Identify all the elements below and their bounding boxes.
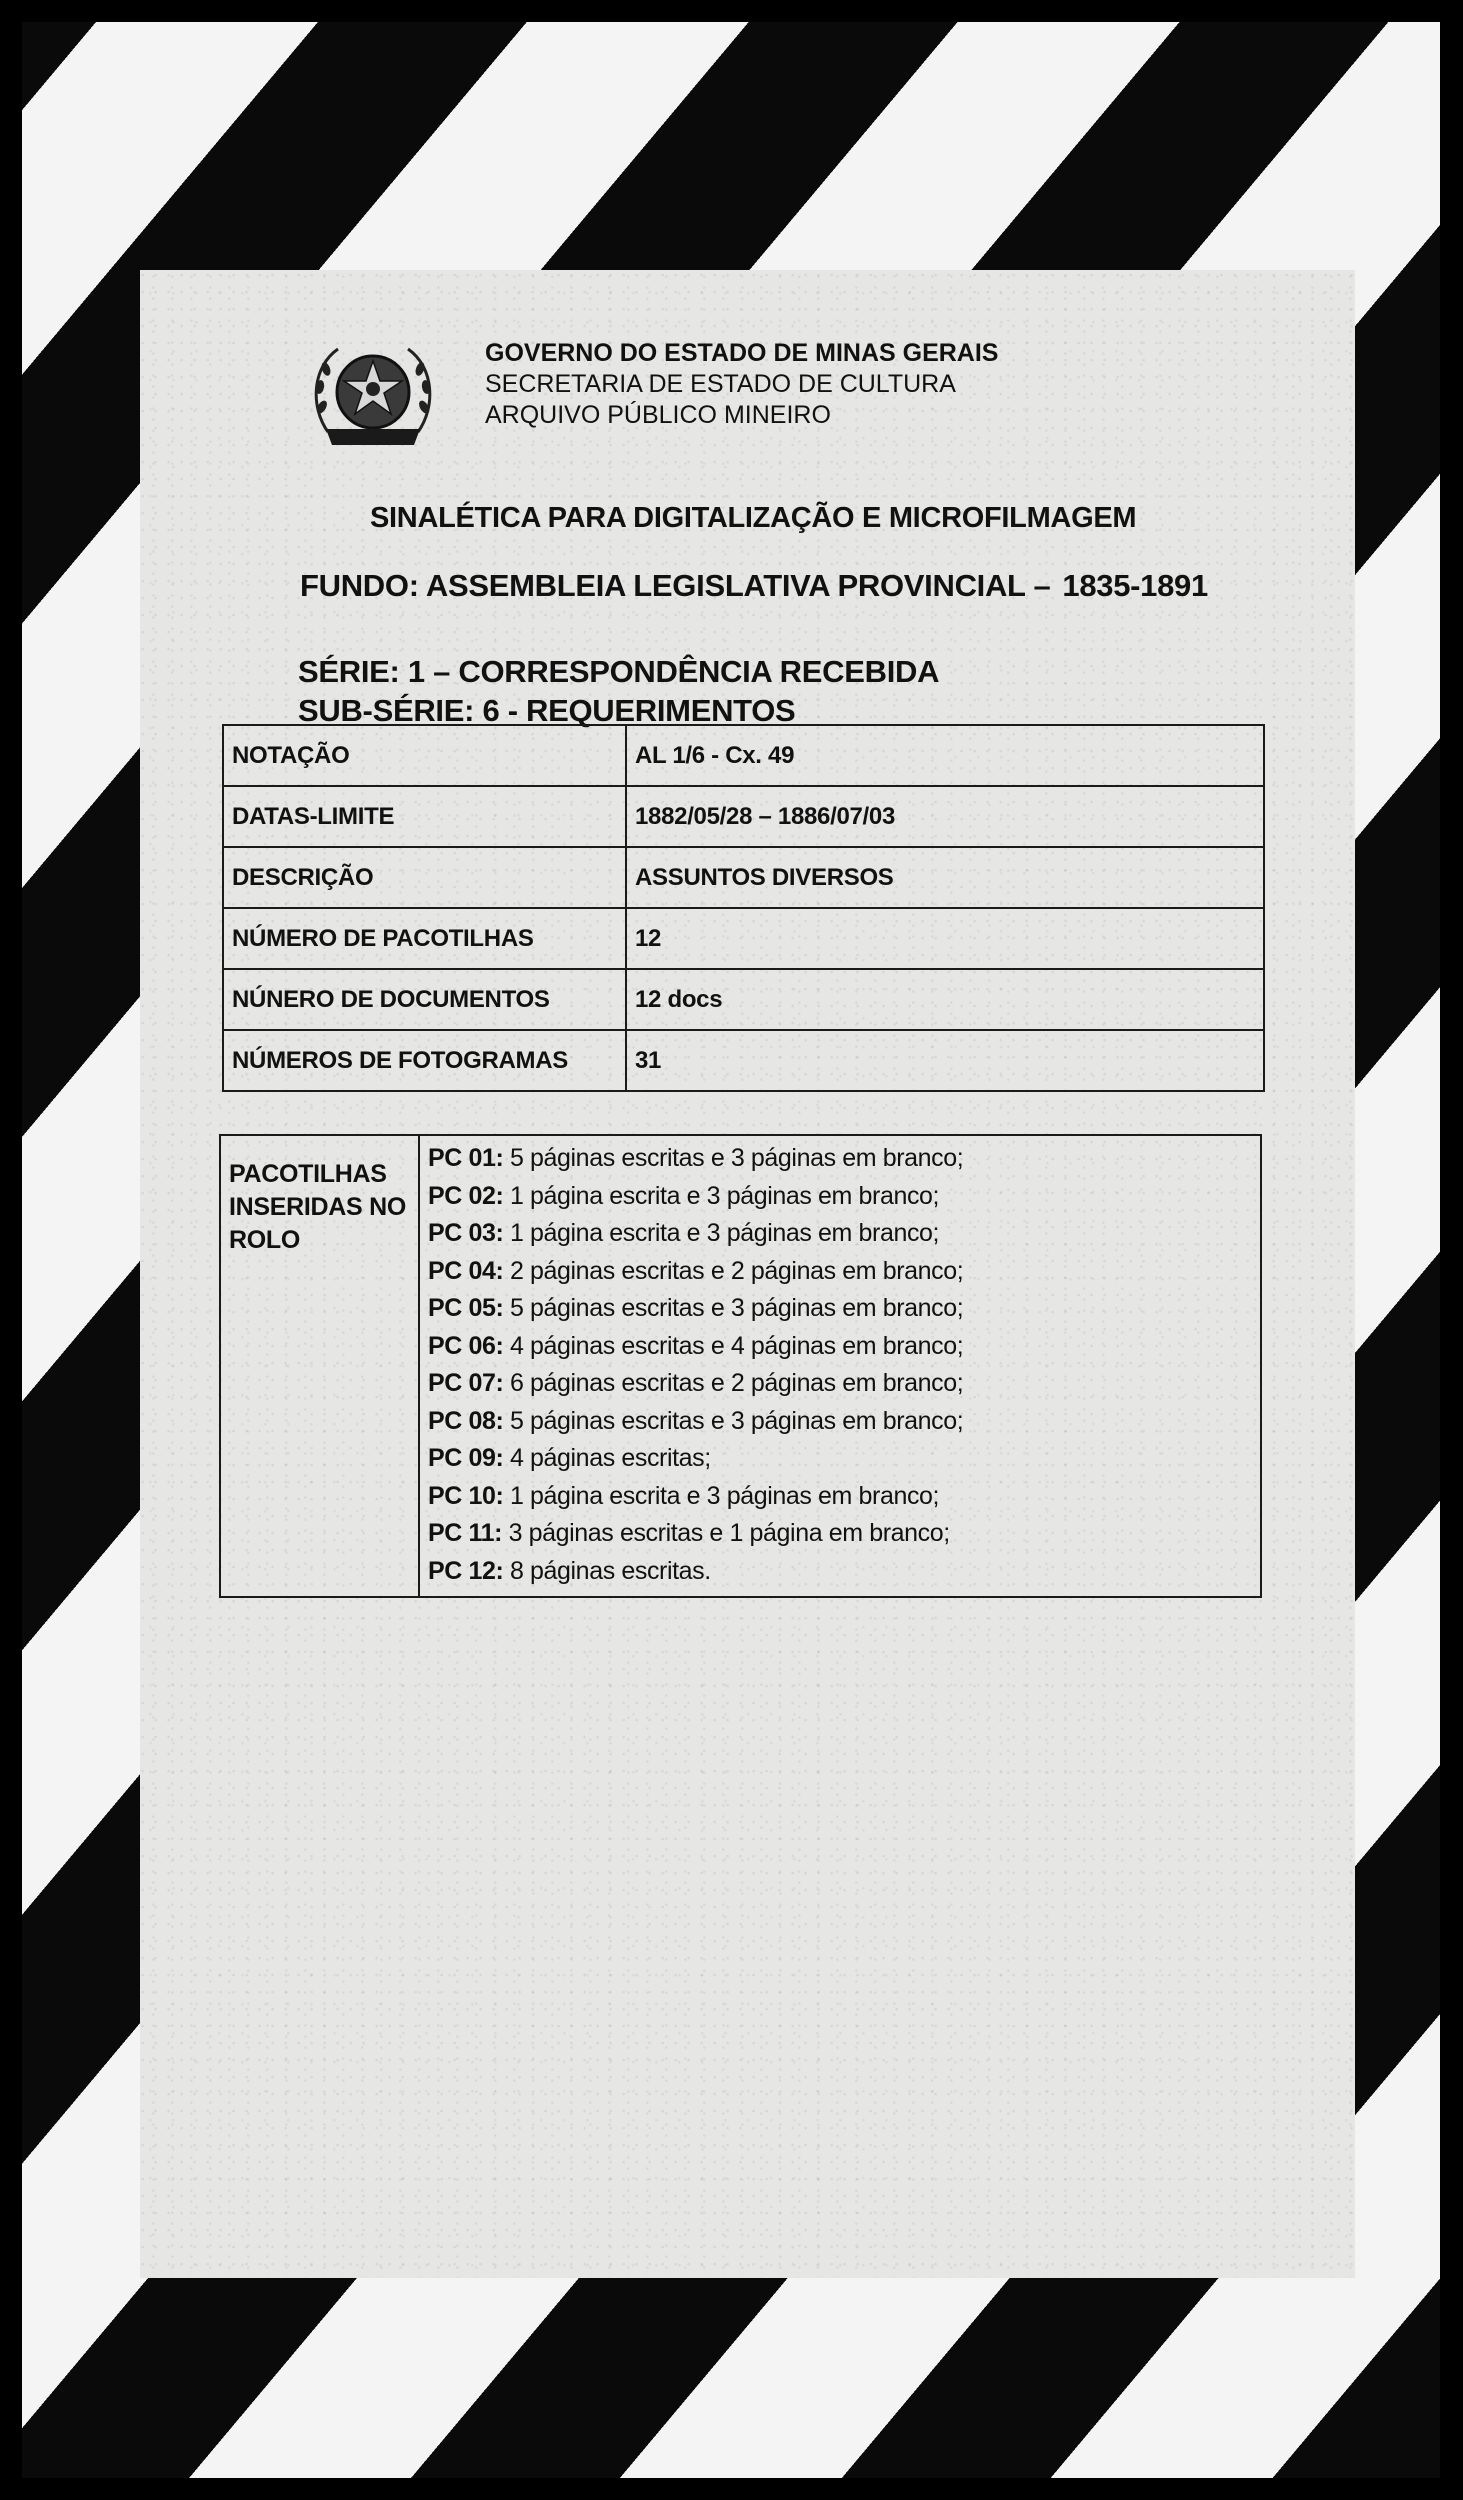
pc-code: PC 01: bbox=[428, 1144, 504, 1172]
pc-code: PC 11: bbox=[428, 1519, 503, 1547]
meta-key: DATAS-LIMITE bbox=[223, 786, 626, 847]
meta-key: NOTAÇÃO bbox=[223, 725, 626, 786]
frame-left bbox=[0, 0, 22, 2500]
pacotilhas-label bbox=[220, 1135, 419, 1597]
meta-value: 12 bbox=[626, 908, 1264, 969]
table-row bbox=[223, 1030, 1264, 1091]
pacotilhas-label-line: ROLO bbox=[229, 1226, 301, 1254]
series-block bbox=[298, 652, 939, 730]
state-coat-of-arms-icon bbox=[308, 337, 438, 459]
table-row bbox=[223, 969, 1264, 1030]
metadata-table bbox=[222, 724, 1265, 1092]
list-item bbox=[428, 1365, 1252, 1403]
table-row bbox=[223, 725, 1264, 786]
pc-text: 5 páginas escritas e 3 páginas em branco; bbox=[509, 1406, 964, 1435]
pc-code: PC 09: bbox=[428, 1444, 504, 1472]
pc-text: 1 página escrita e 3 páginas em branco; bbox=[509, 1181, 940, 1210]
table-row bbox=[223, 908, 1264, 969]
list-item bbox=[428, 1328, 1252, 1366]
page-title: SINALÉTICA PARA DIGITALIZAÇÃO E MICROFILMAGEM bbox=[370, 502, 1137, 534]
pc-code: PC 10: bbox=[428, 1481, 504, 1510]
list-item bbox=[428, 1253, 1252, 1291]
pacotilhas-label-line: PACOTILHAS bbox=[229, 1160, 387, 1188]
header-archive: ARQUIVO PÚBLICO MINEIRO bbox=[485, 401, 831, 429]
list-item bbox=[428, 1553, 1252, 1591]
meta-value: 1882/05/28 – 1886/07/03 bbox=[626, 786, 1264, 847]
pc-text: 4 páginas escritas; bbox=[509, 1444, 711, 1472]
table-row bbox=[220, 1135, 1261, 1597]
frame-bottom bbox=[0, 2478, 1463, 2500]
meta-key: DESCRIÇÃO bbox=[223, 847, 626, 908]
pc-text: 1 página escrita e 3 páginas em branco; bbox=[509, 1219, 940, 1247]
pc-code: PC 02: bbox=[428, 1181, 504, 1210]
pc-code: PC 05: bbox=[428, 1294, 504, 1322]
pacotilhas-label-line: INSERIDAS NO bbox=[229, 1193, 406, 1221]
subserie-line: SUB-SÉRIE: 6 - REQUERIMENTOS bbox=[298, 693, 796, 728]
meta-key: NÚMERO DE PACOTILHAS bbox=[223, 908, 626, 969]
table-row bbox=[223, 786, 1264, 847]
frame-top bbox=[0, 0, 1463, 22]
header-government: GOVERNO DO ESTADO DE MINAS GERAIS bbox=[485, 339, 999, 367]
meta-key: NÚNERO DE DOCUMENTOS bbox=[223, 969, 626, 1030]
meta-value: ASSUNTOS DIVERSOS bbox=[626, 847, 1264, 908]
table-row bbox=[223, 847, 1264, 908]
serie-line: SÉRIE: 1 – CORRESPONDÊNCIA RECEBIDA bbox=[298, 654, 940, 689]
meta-value: 12 docs bbox=[626, 969, 1264, 1030]
list-item bbox=[428, 1178, 1252, 1216]
pacotilhas-table bbox=[219, 1134, 1262, 1598]
meta-value: AL 1/6 - Cx. 49 bbox=[626, 725, 1264, 786]
meta-value: 31 bbox=[626, 1030, 1264, 1091]
pacotilhas-list bbox=[419, 1135, 1261, 1597]
fundo-dates: 1835-1891 bbox=[1062, 568, 1208, 603]
frame-right bbox=[1440, 0, 1463, 2500]
pc-text: 2 páginas escritas e 2 páginas em branco; bbox=[509, 1256, 964, 1285]
pc-code: PC 04: bbox=[428, 1256, 504, 1285]
list-item bbox=[428, 1215, 1252, 1253]
pc-text: 8 páginas escritas. bbox=[509, 1556, 711, 1585]
list-item bbox=[428, 1515, 1252, 1553]
pc-text: 4 páginas escritas e 4 páginas em branco; bbox=[509, 1331, 964, 1360]
institution-header bbox=[485, 338, 998, 431]
fundo-label: FUNDO: ASSEMBLEIA LEGISLATIVA PROVINCIAL – bbox=[300, 568, 1051, 603]
list-item bbox=[428, 1403, 1252, 1441]
list-item bbox=[428, 1140, 1252, 1178]
pc-code: PC 07: bbox=[428, 1369, 504, 1397]
meta-key: NÚMEROS DE FOTOGRAMAS bbox=[223, 1030, 626, 1091]
list-item bbox=[428, 1290, 1252, 1328]
list-item bbox=[428, 1478, 1252, 1516]
list-item bbox=[428, 1440, 1252, 1478]
pc-text: 3 páginas escritas e 1 página em branco; bbox=[508, 1519, 950, 1547]
pc-text: 6 páginas escritas e 2 páginas em branco; bbox=[509, 1369, 964, 1397]
header-secretariat: SECRETARIA DE ESTADO DE CULTURA bbox=[485, 370, 956, 398]
pc-text: 5 páginas escritas e 3 páginas em branco; bbox=[509, 1144, 964, 1172]
pc-code: PC 03: bbox=[428, 1219, 504, 1247]
pc-code: PC 08: bbox=[428, 1406, 504, 1435]
pc-text: 5 páginas escritas e 3 páginas em branco; bbox=[509, 1294, 964, 1322]
pc-code: PC 12: bbox=[428, 1556, 504, 1585]
fundo-line bbox=[300, 568, 1208, 604]
pc-text: 1 página escrita e 3 páginas em branco; bbox=[509, 1481, 940, 1510]
pc-code: PC 06: bbox=[428, 1331, 504, 1360]
